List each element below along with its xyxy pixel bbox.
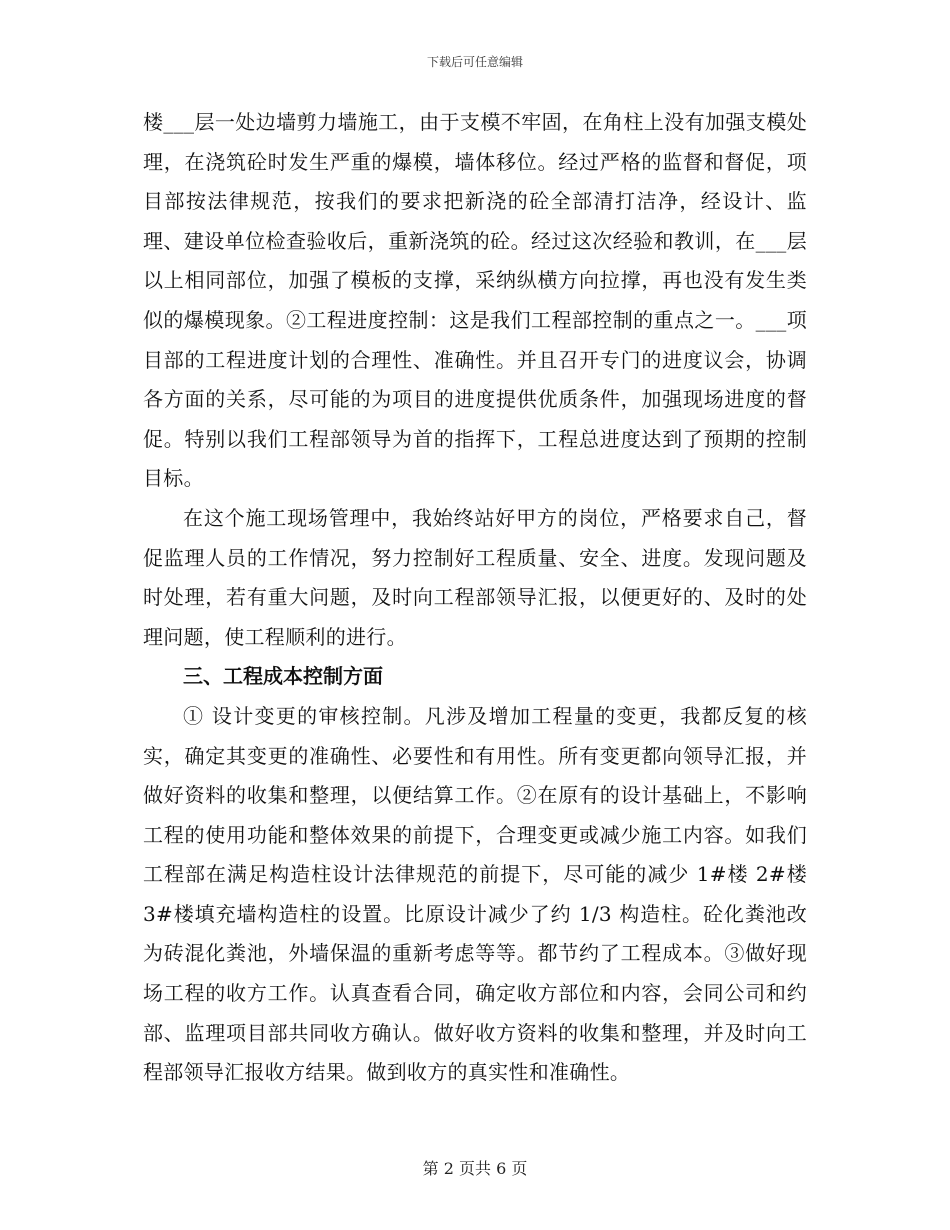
page-number-footer: 第 2 页共 6 页 [422, 1159, 528, 1178]
paragraph-cost-control: ① 设计变更的审核控制。凡涉及增加工程量的变更，我都反复的核实，确定其变更的准确性、必要性和有用性。所有变更都向领导汇报，并做好资料的收集和整理，以便结算工作。②在原有的设计基础上，不影响工程的使用功能和整体效果的前提下，合理变更或减少施工内容。如我们工程部在满足构造柱设计法律规范的前提下，尽可能的减少 1#楼 2#楼 3#楼填充墙构造柱的设置。比原设计减少了约 1/3 构造柱。砼化粪池改为砖混化粪池，外墙保温的重新考虑等等。都节约了工程成本。③做好现场工程的收方工作。认真查看合同，确定收方部位和内容，会同公司和约部、监理项目部共同收方确认。做好收方资料的收集和整理，并及时向工程部领导汇报收方结果。做到收方的真实性和准确性。 [143, 703, 807, 1085]
section-heading-cost-control: 三、工程成本控制方面 [183, 664, 383, 689]
paragraph-site-management: 在这个施工现场管理中，我始终站好甲方的岗位，严格要求自己，督促监理人员的工作情况，努力控制好工程质量、安全、进度。发现问题及时处理，若有重大问题，及时向工程部领导汇报，以便更好的、及时的处理问题，使工程顺利的进行。 [143, 505, 807, 649]
paragraph-quality-and-schedule: 楼___层一处边墙剪力墙施工，由于支模不牢固，在角柱上没有加强支模处理，在浇筑砼时发生严重的爆模，墙体移位。经过严格的监督和督促，项目部按法律规范，按我们的要求把新浇的砼全部清打洁净，经设计、监理、建设单位检查验收后，重新浇筑的砼。经过这次经验和教训，在___层以上相同部位，加强了模板的支撑，采纳纵横方向拉撑，再也没有发生类似的爆模现象。②工程进度控制：这是我们工程部控制的重点之一。___项目部的工程进度计划的合理性、准确性。并且召开专门的进度议会，协调各方面的关系，尽可能的为项目的进度提供优质条件，加强现场进度的督促。特别以我们工程部领导为首的指挥下，工程总进度达到了预期的控制目标。 [143, 110, 807, 491]
page-header: 下载后可任意编辑 [426, 55, 523, 69]
document-body [143, 103, 807, 1093]
